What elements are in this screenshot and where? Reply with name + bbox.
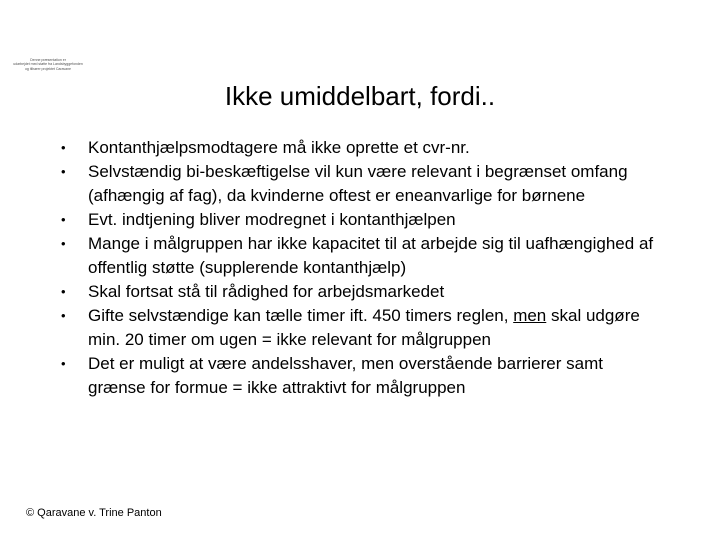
bullet-text: Kontanthjælpsmodtagere må ikke oprette et cvr-nr. <box>88 138 470 157</box>
bullet-text <box>88 304 658 352</box>
copyright-footer: © Qaravane v. Trine Panton <box>26 507 162 519</box>
bullet-dot-icon: • <box>61 236 66 251</box>
corner-note <box>8 58 88 71</box>
bullet-item <box>58 352 658 400</box>
bullet-item <box>58 304 658 352</box>
bullet-item <box>58 232 658 280</box>
bullet-item <box>58 136 658 160</box>
bullet-list <box>58 136 658 400</box>
slide-title: Ikke umiddelbart, fordi.. <box>224 81 496 111</box>
bullet-dot-icon: • <box>61 212 66 227</box>
bullet-dot-icon: • <box>61 284 66 299</box>
bullet-dot-icon: • <box>61 308 66 323</box>
bullet-dot-icon: • <box>61 164 66 179</box>
bullet-text-part: Gifte selvstændige kan tælle timer ift. 450 timers reglen, <box>88 306 514 325</box>
bullet-text: Skal fortsat stå til rådighed for arbejdsmarkedet <box>88 282 445 301</box>
bullet-text: Selvstændig bi-beskæftigelse vil kun være relevant i begrænset omfang (afhængig af fag), da kvinderne oftest er eneanvarlige for børnene <box>88 162 628 205</box>
bullet-text: Det er muligt at være andelsshaver, men overstående barrierer samt grænse for formue = ikke attraktivt for målgruppen <box>88 354 603 397</box>
bullet-text: Mange i målgruppen har ikke kapacitet til at arbejde sig til uafhængighed af offentlig støtte (supplerende kontanthjælp) <box>88 234 654 277</box>
corner-note-line: Denne præsentation er <box>30 58 66 62</box>
bullet-dot-icon: • <box>61 140 66 155</box>
corner-note-line: udarbejdet med støtte fra Landsbyggefonden <box>13 62 83 67</box>
underlined-word: men <box>513 306 547 325</box>
bullet-text-part: skal udgøre min. 20 timer om ugen = ikke relevant for målgruppen <box>88 306 640 349</box>
bullet-item <box>58 208 658 232</box>
bullet-dot-icon: • <box>61 356 66 371</box>
bullet-item <box>58 160 658 208</box>
bullet-item <box>58 280 658 304</box>
bullet-text: Evt. indtjening bliver modregnet i kontanthjælpen <box>88 210 456 229</box>
corner-note-line: og tilhører projektet Caravane <box>24 66 72 71</box>
